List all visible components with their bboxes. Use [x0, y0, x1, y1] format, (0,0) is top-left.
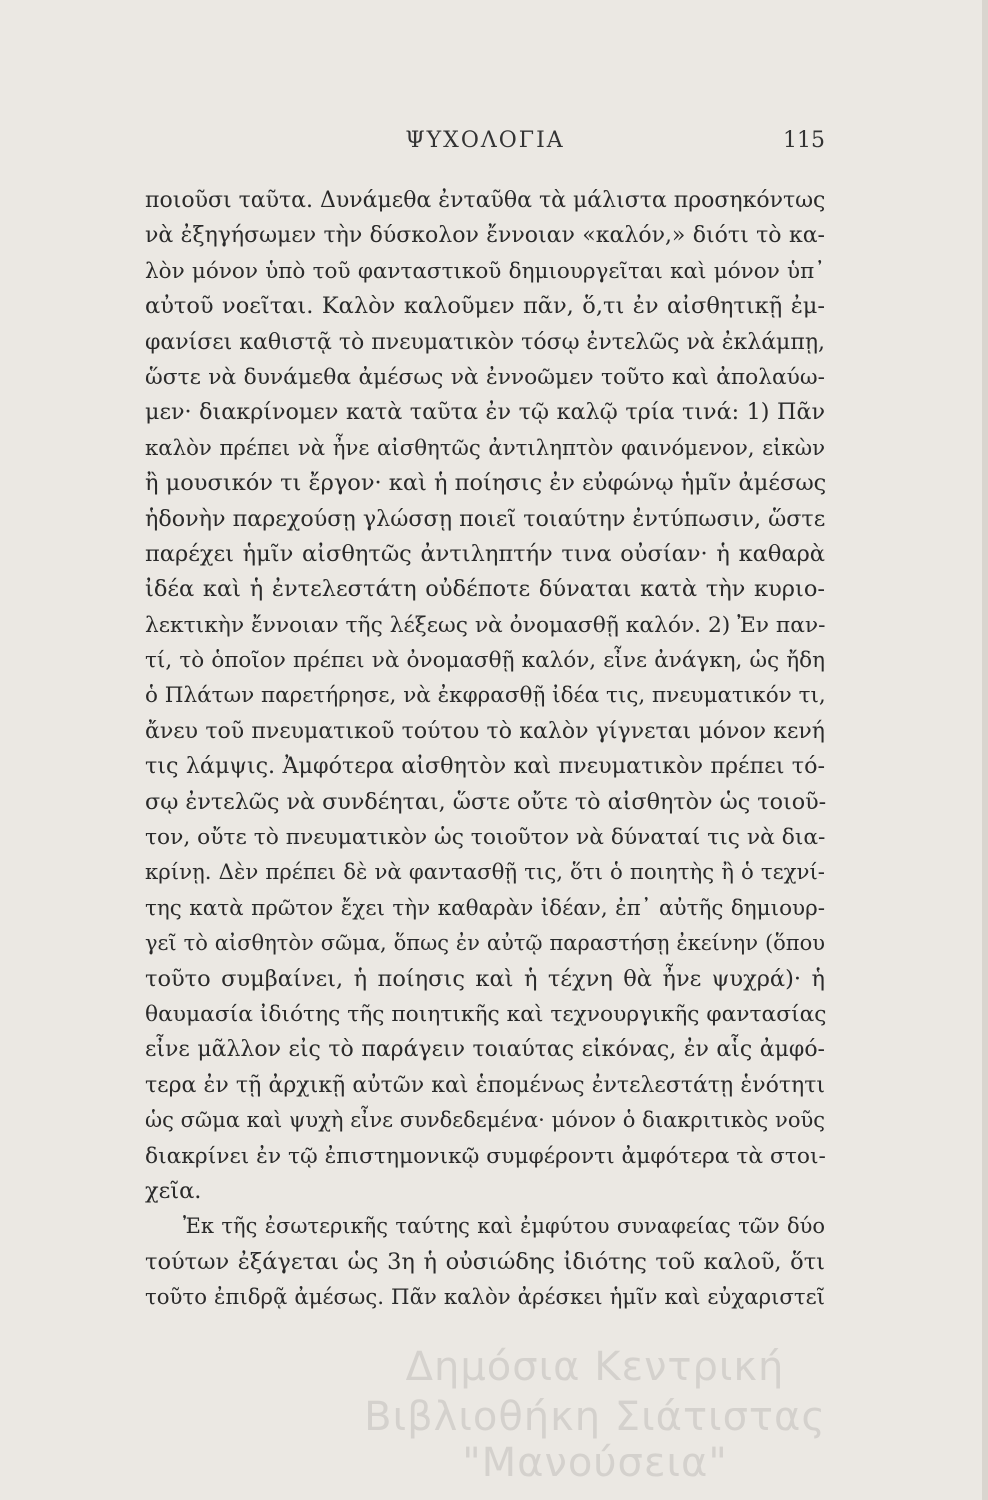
- text-line: ἢ μουσικόν τι ἔργον· καὶ ἡ ποίησις ἐν εὐφώνῳ ἡμῖν ἀμέσως: [145, 470, 827, 497]
- text-line: Ἐκ τῆς ἐσωτερικῆς ταύτης καὶ ἐμφύτου συναφείας τῶν δύο: [183, 1214, 825, 1239]
- text-line: της κατὰ πρῶτον ἔχει τὴν καθαρὰν ἰδέαν, ἐπ᾽ αὐτῆς δημιουρ-: [145, 895, 825, 921]
- running-title: ΨΥΧΟΛΟΓΙΑ: [405, 128, 565, 153]
- text-line: τί, τὸ ὁποῖον πρέπει νὰ ὀνομασθῇ καλόν, εἶνε ἀνάγκη, ὡς ἤδη: [145, 648, 825, 674]
- library-watermark-line1: Δημόσια Κεντρική: [405, 1344, 785, 1390]
- text-line: τούτων ἐξάγεται ὡς 3η ἡ οὐσιώδης ἰδιότης τοῦ καλοῦ, ὅτι: [145, 1248, 825, 1275]
- text-line: τοῦτο συμβαίνει, ἡ ποίησις καὶ ἡ τέχνη θὰ ἦνε ψυχρά)· ἡ: [145, 965, 825, 992]
- text-line: καλὸν πρέπει νὰ ἦνε αἰσθητῶς ἀντιληπτὸν φαινόμενον, εἰκὼν: [145, 435, 825, 461]
- text-line: θαυμασία ἰδιότης τῆς ποιητικῆς καὶ τεχνουργικῆς φαντασίας: [145, 1001, 827, 1027]
- page-header: [145, 128, 825, 158]
- text-line: φανίσει καθιστᾷ τὸ πνευματικὸν τόσῳ ἐντελῶς νὰ ἐκλάμπῃ,: [145, 329, 825, 355]
- body-text: [145, 183, 825, 1316]
- text-line: ἰδέα καὶ ἡ ἐντελεστάτη οὐδέποτε δύναται κατὰ τὴν κυριο-: [145, 576, 825, 603]
- text-line: εἶνε μᾶλλον εἰς τὸ παράγειν τοιαύτας εἰκόνας, ἐν αἷς ἀμφό-: [145, 1037, 825, 1063]
- text-line: κρίνῃ. Δὲν πρέπει δὲ νὰ φαντασθῇ τις, ὅτι ὁ ποιητὴς ἢ ὁ τεχνί-: [145, 860, 825, 886]
- text-line: τερα ἐν τῇ ἀρχικῇ αὐτῶν καὶ ἑπομένως ἐντελεστάτῃ ἑνότητι: [145, 1072, 825, 1098]
- text-line: χεῖα.: [145, 1177, 202, 1204]
- text-line: νὰ ἐξηγήσωμεν τὴν δύσκολον ἔννοιαν «καλόν,» διότι τὸ κα-: [145, 223, 825, 249]
- page-edge: [982, 0, 988, 1500]
- text-line: διακρίνει ἐν τῷ ἐπιστημονικῷ συμφέροντι ἀμφότερα τὰ στοι-: [145, 1143, 826, 1169]
- text-line: τον, οὔτε τὸ πνευματικὸν ὡς τοιοῦτον νὰ δύναταί τις νὰ δια-: [145, 825, 826, 851]
- text-line: ἄνευ τοῦ πνευματικοῦ τούτου τὸ καλὸν γίγνεται μόνον κενή: [145, 718, 825, 744]
- text-line: τοῦτο ἐπιδρᾷ ἀμέσως. Πᾶν καλὸν ἀρέσκει ἡμῖν καὶ εὐχαριστεῖ: [145, 1285, 825, 1311]
- library-watermark-line2: Βιβλιοθήκη Σιάτιστας "Μανούσεια": [364, 1394, 826, 1486]
- text-line: παρέχει ἡμῖν αἰσθητῶς ἀντιληπτήν τινα οὐσίαν· ἡ καθαρὰ: [145, 540, 825, 567]
- text-line: λὸν μόνον ὑπὸ τοῦ φανταστικοῦ δημιουργεῖται καὶ μόνον ὑπ᾽: [145, 258, 825, 284]
- text-line: σῳ ἐντελῶς νὰ συνδέηται, ὥστε οὔτε τὸ αἰσθητὸν ὡς τοιοῦ-: [145, 788, 827, 815]
- page-number: 115: [783, 128, 825, 153]
- text-line: αὐτοῦ νοεῖται. Καλὸν καλοῦμεν πᾶν, ὅ,τι ἐν αἰσθητικῇ ἐμ-: [145, 293, 825, 320]
- text-line: μεν· διακρίνομεν κατὰ ταῦτα ἐν τῷ καλῷ τρία τινά: 1) Πᾶν: [145, 399, 825, 426]
- text-line: ἡδονὴν παρεχούσῃ γλώσσῃ ποιεῖ τοιαύτην ἐντύπωσιν, ὥστε: [145, 505, 826, 532]
- text-line: τις λάμψις. Ἀμφότερα αἰσθητὸν καὶ πνευματικὸν πρέπει τό-: [145, 753, 825, 780]
- text-line: λεκτικὴν ἔννοιαν τῆς λέξεως νὰ ὀνομασθῇ καλόν. 2) Ἐν παν-: [145, 612, 826, 638]
- text-line: γεῖ τὸ αἰσθητὸν σῶμα, ὅπως ἐν αὐτῷ παραστήσῃ ἐκείνην (ὅπου: [145, 931, 825, 956]
- text-line: ὥστε νὰ δυνάμεθα ἀμέσως νὰ ἐννοῶμεν τοῦτο καὶ ἀπολαύω-: [145, 364, 825, 390]
- text-line: ὡς σῶμα καὶ ψυχὴ εἶνε συνδεδεμένα· μόνον ὁ διακριτικὸς νοῦς: [145, 1108, 825, 1133]
- text-line: ὁ Πλάτων παρετήρησε, νὰ ἐκφρασθῇ ἰδέα τις, πνευματικόν τι,: [145, 683, 826, 709]
- text-line: ποιοῦσι ταῦτα. Δυνάμεθα ἐνταῦθα τὰ μάλιστα προσηκόντως: [145, 188, 826, 213]
